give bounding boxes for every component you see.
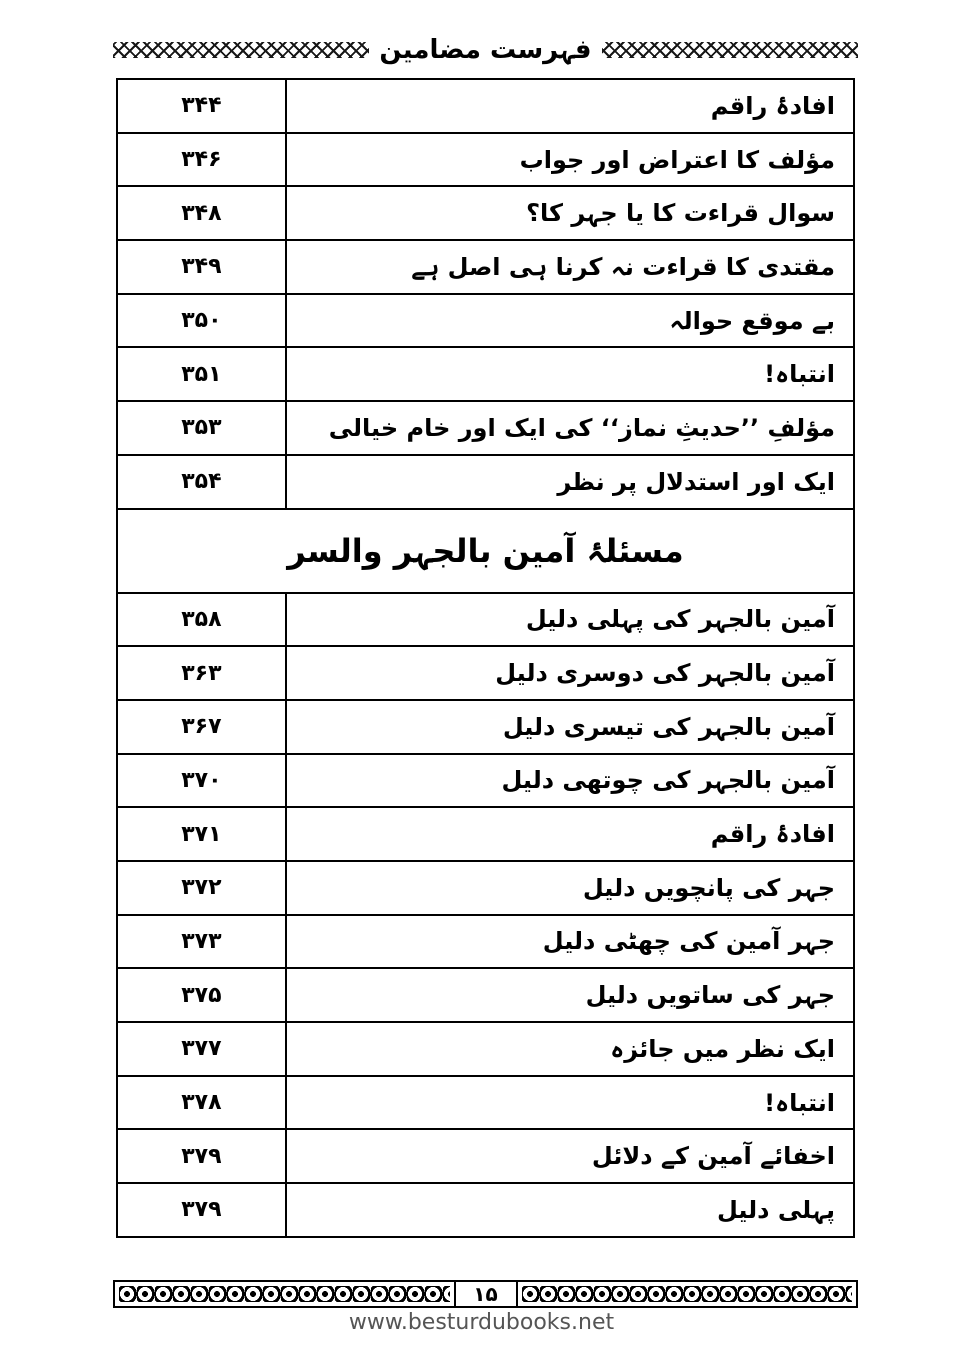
toc-entry-page: ۳۵۳ [117, 401, 286, 455]
toc-entry-page: ۳۴۹ [117, 240, 286, 294]
toc-entry-title: مؤلفِ ’’حدیثِ نماز‘‘ کی ایک اور خام خیالی [286, 401, 854, 455]
section-row [117, 509, 854, 593]
toc-entry-page: ۳۷۰ [117, 754, 286, 808]
toc-row [117, 915, 854, 969]
toc-entry-page: ۳۵۴ [117, 455, 286, 509]
toc-entry-title: آمین بالجہر کی چوتھی دلیل [286, 754, 854, 808]
toc-entry-page: ۳۵۰ [117, 294, 286, 348]
toc-row [117, 79, 854, 133]
toc-entry-title: اخفائے آمین کے دلائل [286, 1129, 854, 1183]
toc-entry-title: آمین بالجہر کی دوسری دلیل [286, 646, 854, 700]
toc-row [117, 700, 854, 754]
toc-row [117, 1129, 854, 1183]
toc-entry-title: جہر کی پانچویں دلیل [286, 861, 854, 915]
toc-entry-page: ۳۴۴ [117, 79, 286, 133]
toc-row [117, 294, 854, 348]
toc-entry-title: پہلی دلیل [286, 1183, 854, 1237]
toc-row [117, 754, 854, 808]
toc-entry-page: ۳۶۳ [117, 646, 286, 700]
toc-entry-page: ۳۶۷ [117, 700, 286, 754]
toc-entry-title: ایک نظر میں جائزہ [286, 1022, 854, 1076]
toc-row [117, 347, 854, 401]
toc-row [117, 240, 854, 294]
toc-row [117, 401, 854, 455]
toc-entry-title: انتباہ! [286, 347, 854, 401]
toc-entry-title: جہر کی ساتویں دلیل [286, 968, 854, 1022]
page-header [113, 30, 858, 70]
toc-entry-title: آمین بالجہر کی پہلی دلیل [286, 593, 854, 647]
toc-entry-title: مقتدی کا قراءت نہ کرنا ہی اصل ہے [286, 240, 854, 294]
toc-entry-page: ۳۷۹ [117, 1129, 286, 1183]
toc-entry-page: ۳۵۸ [117, 593, 286, 647]
toc-row [117, 1183, 854, 1237]
page-number: ۱۵ [454, 1282, 518, 1306]
toc-entry-page: ۳۷۹ [117, 1183, 286, 1237]
toc-entry-title: آمین بالجہر کی تیسری دلیل [286, 700, 854, 754]
toc-row [117, 133, 854, 187]
toc-row [117, 455, 854, 509]
toc-row [117, 186, 854, 240]
header-ornament-right [598, 42, 858, 58]
toc-entry-page: ۳۴۶ [117, 133, 286, 187]
watermark-text: www.besturdubooks.net [348, 1310, 615, 1335]
contents-table [116, 78, 855, 1238]
toc-row [117, 1022, 854, 1076]
toc-entry-title: انتباہ! [286, 1076, 854, 1130]
section-heading: مسئلۂ آمین بالجہر والسر [117, 509, 854, 593]
toc-entry-title: سوال قراءت کا یا جہر کا؟ [286, 186, 854, 240]
toc-entry-title: افادۂ راقم [286, 79, 854, 133]
page-footer [113, 1280, 858, 1308]
toc-entry-page: ۳۷۵ [117, 968, 286, 1022]
toc-entry-title: بے موقع حوالہ [286, 294, 854, 348]
toc-row [117, 646, 854, 700]
toc-entry-page: ۳۷۸ [117, 1076, 286, 1130]
toc-row [117, 807, 854, 861]
toc-entry-title: مؤلف کا اعتراض اور جواب [286, 133, 854, 187]
toc-entry-page: ۳۷۱ [117, 807, 286, 861]
toc-entry-page: ۳۷۳ [117, 915, 286, 969]
toc-entry-title: ایک اور استدلال پر نظر [286, 455, 854, 509]
toc-row [117, 593, 854, 647]
toc-entry-page: ۳۷۲ [117, 861, 286, 915]
toc-entry-page: ۳۵۱ [117, 347, 286, 401]
page-title: فہرست مضامین [369, 35, 601, 65]
toc-row [117, 1076, 854, 1130]
toc-entry-page: ۳۴۸ [117, 186, 286, 240]
toc-row [117, 861, 854, 915]
header-ornament-left [113, 42, 373, 58]
toc-entry-title: جہر آمین کی چھٹی دلیل [286, 915, 854, 969]
footer-ornament-right [522, 1286, 853, 1302]
footer-ornament-left [119, 1286, 450, 1302]
toc-entry-title: افادۂ راقم [286, 807, 854, 861]
toc-row [117, 968, 854, 1022]
toc-entry-page: ۳۷۷ [117, 1022, 286, 1076]
